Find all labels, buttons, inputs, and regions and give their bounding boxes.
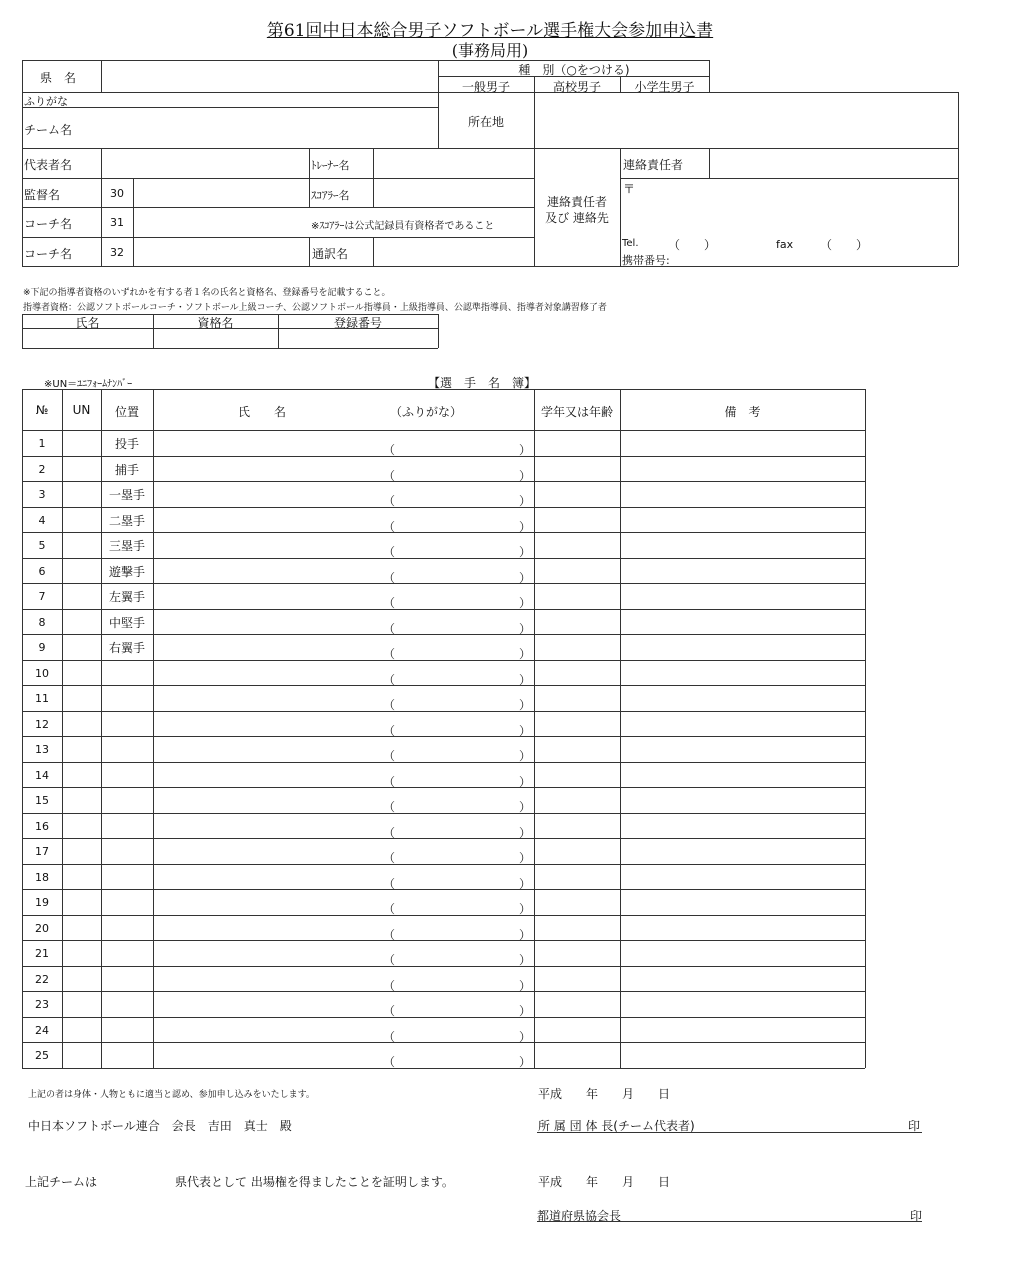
furigana-paren-close: ）	[519, 800, 532, 814]
col-no: №	[35, 403, 49, 417]
row-number: 16	[35, 820, 49, 833]
representative-label: 代表者名	[24, 158, 73, 172]
row-number: 25	[35, 1049, 49, 1062]
instructor-note-2: 指導者資格：公認ソフトボールコーチ・ソフトボール上級コーチ、公認ソフトボール指導員・上級指導員、公認準指導員、指導者対象講習修了者	[23, 303, 607, 313]
col-notes: 備 考	[724, 405, 761, 419]
col-un: UN	[72, 403, 91, 417]
furigana-paren-close: ）	[519, 494, 532, 508]
seal-2: 印	[910, 1209, 923, 1223]
furigana-paren-open: （	[383, 596, 396, 610]
furigana-paren-open: （	[383, 673, 396, 687]
furigana-paren-close: ）	[519, 698, 532, 712]
furigana-paren-open: （	[383, 800, 396, 814]
row-number: 22	[35, 973, 49, 986]
row-number: 23	[35, 998, 49, 1011]
row-number: 21	[35, 947, 49, 960]
furigana-paren-open: （	[383, 1004, 396, 1018]
furigana-paren-open: （	[383, 1030, 396, 1044]
row-number: 24	[35, 1024, 49, 1037]
instructor-col-regno: 登録番号	[333, 316, 382, 330]
org-head-label: 所 属 団 体 長(チーム代表者)	[538, 1119, 695, 1133]
furigana-paren-close: ）	[519, 1030, 532, 1044]
mobile-label: 携帯番号:	[622, 254, 670, 267]
col-name: 氏 名	[238, 405, 287, 419]
furigana-paren-open: （	[383, 928, 396, 942]
furigana-paren-close: ）	[519, 469, 532, 483]
scorer-label: ｽｺｱﾗｰ名	[311, 189, 350, 202]
row-number: 9	[38, 641, 46, 654]
furigana-paren-open: （	[383, 953, 396, 967]
row-number: 4	[38, 514, 46, 527]
furigana-paren-close: ）	[519, 826, 532, 840]
contact-person-label: 連絡責任者	[623, 158, 684, 172]
row-number: 8	[38, 616, 46, 629]
row-position: 左翼手	[108, 590, 145, 604]
fax-parens: （ ）	[820, 238, 869, 252]
instructor-note-1: ※下記の指導者資格のいずれかを有する者１名の氏名と資格名、登録番号を記載すること。	[23, 288, 391, 298]
furigana-paren-open: （	[383, 494, 396, 508]
furigana-paren-open: （	[383, 545, 396, 559]
row-number: 19	[35, 896, 49, 909]
fax-label: fax	[776, 238, 794, 251]
coach1-label: コーチ名	[24, 217, 73, 231]
furigana-paren-open: （	[383, 1055, 396, 1069]
col-furigana: （ふりがな）	[390, 405, 463, 419]
furigana-paren-open: （	[383, 571, 396, 585]
furigana-paren-close: ）	[519, 545, 532, 559]
furigana-paren-open: （	[383, 469, 396, 483]
type-elementary-men[interactable]: 小学生男子	[634, 80, 695, 94]
location-label: 所在地	[467, 115, 504, 129]
furigana-paren-close: ）	[519, 724, 532, 738]
furigana-paren-open: （	[383, 622, 396, 636]
furigana-paren-close: ）	[519, 520, 532, 534]
row-position: 投手	[114, 437, 139, 451]
row-number: 2	[38, 463, 46, 476]
addressee-text: 中日本ソフトボール連合 会長 吉田 真士 殿	[28, 1119, 292, 1133]
page-subtitle: (事務局用)	[451, 41, 529, 60]
coach2-un: 32	[110, 246, 124, 259]
prefecture-label: 県 名	[40, 71, 77, 85]
furigana-paren-close: ）	[519, 902, 532, 916]
furigana-paren-close: ）	[519, 1004, 532, 1018]
furigana-paren-close: ）	[519, 1055, 532, 1069]
furigana-paren-open: （	[383, 877, 396, 891]
manager-label: 監督名	[24, 188, 61, 202]
row-number: 18	[35, 871, 49, 884]
row-position: 一塁手	[108, 488, 145, 502]
instructor-col-name: 氏名	[75, 316, 100, 330]
seal-1: 印	[908, 1119, 921, 1133]
certify-right: 県代表として 出場権を得ましたことを証明します。	[175, 1175, 454, 1189]
row-number: 11	[35, 692, 49, 705]
row-number: 10	[35, 667, 49, 680]
row-number: 12	[35, 718, 49, 731]
furigana-paren-close: ）	[519, 979, 532, 993]
row-number: 13	[35, 743, 49, 756]
furigana-paren-close: ）	[519, 571, 532, 585]
scorer-note: ※ｽｺｱﾗｰは公式記録員有資格者であること	[311, 221, 495, 232]
row-number: 3	[38, 488, 46, 501]
tel-parens: （ ）	[668, 238, 717, 252]
date-1: 平成 年 月 日	[538, 1087, 671, 1101]
furigana-paren-open: （	[383, 775, 396, 789]
row-position: 捕手	[114, 463, 139, 477]
row-number: 15	[35, 794, 49, 807]
row-number: 6	[38, 565, 46, 578]
furigana-label: ふりがな	[24, 95, 68, 108]
furigana-paren-open: （	[383, 979, 396, 993]
un-note: ※UN＝ﾕﾆﾌｫｰﾑﾅﾝﾊﾞｰ	[44, 379, 133, 390]
contact-label-2: 及び 連絡先	[545, 211, 609, 225]
type-label: 種 別（○をつける)	[518, 63, 630, 77]
furigana-paren-close: ）	[519, 443, 532, 457]
row-number: 17	[35, 845, 49, 858]
type-general-men[interactable]: 一般男子	[461, 80, 510, 94]
furigana-paren-close: ）	[519, 877, 532, 891]
furigana-paren-open: （	[383, 902, 396, 916]
type-highschool-men[interactable]: 高校男子	[552, 80, 601, 94]
furigana-paren-open: （	[383, 647, 396, 661]
furigana-paren-open: （	[383, 851, 396, 865]
furigana-paren-close: ）	[519, 953, 532, 967]
row-number: 5	[38, 539, 46, 552]
page-title: 第61回中日本総合男子ソフトボール選手権大会参加申込書	[266, 21, 714, 41]
furigana-paren-open: （	[383, 724, 396, 738]
row-position: 二塁手	[108, 514, 145, 528]
declaration-text: 上記の者は身体・人物ともに適当と認め、参加申し込みをいたします。	[28, 1090, 315, 1100]
row-number: 14	[35, 769, 49, 782]
furigana-paren-open: （	[383, 749, 396, 763]
furigana-paren-close: ）	[519, 647, 532, 661]
col-grade: 学年又は年齢	[540, 405, 613, 419]
trainer-label: ﾄﾚｰﾅｰ名	[311, 159, 350, 172]
row-position: 中堅手	[108, 616, 145, 630]
furigana-paren-open: （	[383, 520, 396, 534]
row-number: 1	[38, 437, 46, 450]
interpreter-label: 通訳名	[312, 247, 349, 261]
furigana-paren-close: ）	[519, 775, 532, 789]
roster-title: 【選 手 名 簿】	[428, 376, 537, 390]
col-position: 位置	[114, 405, 139, 419]
postal-mark: 〒	[623, 182, 636, 196]
row-position: 遊撃手	[108, 565, 145, 579]
row-position: 三塁手	[108, 539, 145, 553]
pref-head-label: 都道府県協会長	[537, 1209, 622, 1223]
furigana-paren-close: ）	[519, 673, 532, 687]
team-name-label: チーム名	[24, 123, 73, 137]
furigana-paren-open: （	[383, 698, 396, 712]
manager-un: 30	[110, 187, 124, 200]
coach1-un: 31	[110, 216, 124, 229]
furigana-paren-close: ）	[519, 928, 532, 942]
furigana-paren-close: ）	[519, 622, 532, 636]
furigana-paren-close: ）	[519, 851, 532, 865]
coach2-label: コーチ名	[24, 247, 73, 261]
row-number: 20	[35, 922, 49, 935]
furigana-paren-open: （	[383, 826, 396, 840]
instructor-col-qualification: 資格名	[197, 316, 234, 330]
date-2: 平成 年 月 日	[538, 1175, 671, 1189]
furigana-paren-close: ）	[519, 749, 532, 763]
furigana-paren-open: （	[383, 443, 396, 457]
row-position: 右翼手	[108, 641, 145, 655]
tel-label: Tel.	[622, 238, 639, 249]
certify-left: 上記チームは	[25, 1175, 98, 1189]
contact-label-1: 連絡責任者	[546, 195, 607, 209]
furigana-paren-close: ）	[519, 596, 532, 610]
row-number: 7	[38, 590, 46, 603]
